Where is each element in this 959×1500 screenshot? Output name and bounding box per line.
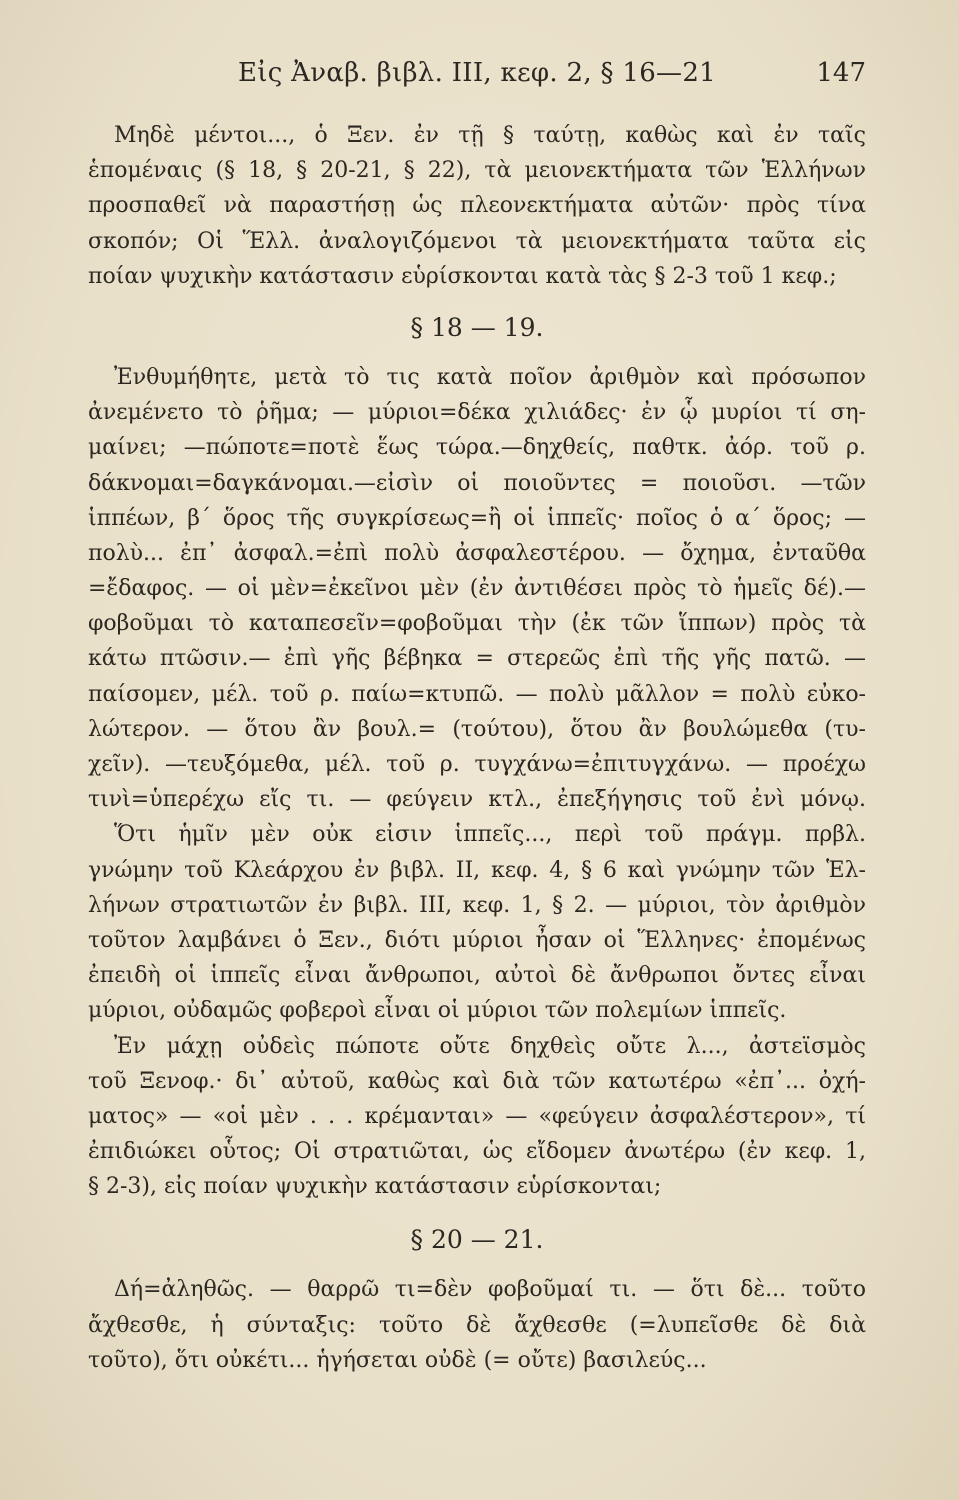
text-line: λώτερον. — ὅτου ἂν βουλ.= (τούτου), ὅτου ἂν βουλώμεθα (τυ- xyxy=(88,716,866,742)
text-line: δάκνομαι=δαγκάνομαι.—εἰσὶν οἱ ποιοῦντες = ποιοῦσι. —τῶν xyxy=(88,470,866,496)
text-line: ἱππέων, β΄ ὅρος τῆς συγκρίσεως=ἢ οἱ ἱππεῖς· ποῖος ὁ α΄ ὅρος; — xyxy=(88,505,866,531)
paragraph-meden-mentoi xyxy=(88,118,866,294)
text-line: Δή=ἀληθῶς. — θαρρῶ τι=δὲν φοβοῦμαί τι. — ὅτι δὲ... τοῦτο xyxy=(114,1277,866,1303)
paragraph-notes-20-21 xyxy=(88,1272,866,1378)
page-number: 147 xyxy=(816,58,866,88)
text-line: παίσομεν, μέλ. τοῦ ρ. παίω=κτυπῶ. — πολὺ μᾶλλον = πολὺ εὐκο- xyxy=(88,681,866,707)
text-line: § 2-3), εἰς ποίαν ψυχικὴν κατάστασιν εὑρίσκονται; xyxy=(88,1174,662,1200)
text-line: μαίνει; —πώποτε=ποτὲ ἕως τώρα.—δηχθείς, παθτκ. ἀόρ. τοῦ ρ. xyxy=(88,435,866,461)
body-text xyxy=(88,118,866,1378)
text-line: ποίαν ψυχικὴν κατάστασιν εὑρίσκονται κατὰ τὰς § 2-3 τοῦ 1 κεφ.; xyxy=(88,263,837,289)
paragraph-oti-hemin xyxy=(88,817,866,1028)
text-line: Ἐνθυμήθητε, μετὰ τὸ τις κατὰ ποῖον ἀριθμὸν καὶ πρόσωπον xyxy=(114,364,866,390)
text-line: προσπαθεῖ νὰ παραστήσῃ ὡς πλεονεκτήματα αὐτῶν· πρὸς τίνα xyxy=(88,193,866,219)
text-line: σκοπόν; Οἱ Ἕλλ. ἀναλογιζόμενοι τὰ μειονεκτήματα ταῦτα εἰς xyxy=(88,228,866,254)
text-line: φοβοῦμαι τὸ καταπεσεῖν=φοβοῦμαι τὴν (ἐκ τῶν ἵππων) πρὸς τὰ xyxy=(88,611,866,637)
text-line: κάτω πτῶσιν.— ἐπὶ γῆς βέβηκα = στερεῶς ἐπὶ τῆς γῆς πατῶ. — xyxy=(88,646,866,672)
text-line: τινὶ=ὑπερέχω εἴς τι. — φεύγειν κτλ., ἐπεξήγησις τοῦ ἐνὶ μόνῳ. xyxy=(88,787,866,813)
text-line: γνώμην τοῦ Κλεάρχου ἐν βιβλ. II, κεφ. 4, § 6 καὶ γνώμην τῶν Ἑλ- xyxy=(88,857,866,883)
text-line: μύριοι, οὐδαμῶς φοβεροὶ εἶναι οἱ μύριοι τῶν πολεμίων ἱππεῖς. xyxy=(88,998,787,1024)
text-line: ἄχθεσθε, ἡ σύνταξις: τοῦτο δὲ ἄχθεσθε (=λυπεῖσθε δὲ διὰ xyxy=(88,1312,866,1338)
text-line: ἐπιδιώκει οὗτος; Οἱ στρατιῶται, ὡς εἴδομεν ἀνωτέρω (ἐν κεφ. 1, xyxy=(88,1139,866,1165)
text-line: Μηδὲ μέντοι..., ὁ Ξεν. ἐν τῇ § ταύτῃ, καθὼς καὶ ἐν ταῖς xyxy=(114,123,866,148)
text-line: Ὅτι ἡμῖν μὲν οὐκ εἰσιν ἱππεῖς..., περὶ τοῦ πράγμ. πρβλ. xyxy=(114,822,866,848)
running-head: Εἰς Ἀναβ. βιβλ. ΙΙΙ, κεφ. 2, § 16—21 xyxy=(237,58,717,88)
text-line: τοῦτο), ὅτι οὐκέτι... ἡγήσεται οὐδὲ (= οὔτε) βασιλεύς... xyxy=(88,1347,707,1373)
text-line: ἐπειδὴ οἱ ἱππεῖς εἶναι ἄνθρωποι, αὐτοὶ δὲ ἄνθρωποι ὄντες εἶναι xyxy=(88,963,866,989)
text-line: ἀνεμένετο τὸ ῥῆμα; — μύριοι=δέκα χιλιάδες· ἐν ᾧ μυρίοι τί ση- xyxy=(88,400,866,426)
text-line: Ἐν μάχῃ οὐδεὶς πώποτε οὔτε δηχθεὶς οὔτε λ..., ἀστεϊσμὸς xyxy=(114,1033,866,1059)
paragraph-en-mache xyxy=(88,1029,866,1205)
text-line: λήνων στρατιωτῶν ἐν βιβλ. III, κεφ. 1, § 2. — μύριοι, τὸν ἀριθμὸν xyxy=(88,892,866,918)
text-line: χεῖν). —τευξόμεθα, μέλ. τοῦ ρ. τυγχάνω=ἐπιτυγχάνω. — προέχω xyxy=(88,752,866,777)
text-line: τοῦ Ξενοφ.· δι᾽ αὐτοῦ, καθὼς καὶ διὰ τῶν κατωτέρω «ἐπ᾽... ὀχή- xyxy=(88,1068,866,1094)
paragraph-notes-18-19 xyxy=(88,360,866,817)
text-line: ματος» — «οἱ μὲν . . . κρέμανται» — «φεύγειν ἀσφαλέστερον», τί xyxy=(88,1103,866,1129)
section-heading-20-21: § 20 — 21. xyxy=(410,1225,544,1255)
section-heading-18-19: § 18 — 19. xyxy=(410,312,544,342)
text-line: ἑπομέναις (§ 18, § 20-21, § 22), τὰ μειονεκτήματα τῶν Ἑλλήνων xyxy=(88,158,866,184)
page-header xyxy=(88,58,866,92)
text-line: τοῦτον λαμβάνει ὁ Ξεν., διότι μύριοι ἦσαν οἱ Ἕλληνες· ἐπομένως xyxy=(88,927,866,953)
text-line: πολὺ... ἐπ᾽ ἀσφαλ.=ἐπὶ πολὺ ἀσφαλεστέρου. — ὄχημα, ἐνταῦθα xyxy=(88,540,866,566)
text-line: =ἔδαφος. — οἱ μὲν=ἐκεῖνοι μὲν (ἐν ἀντιθέσει πρὸς τὸ ἡμεῖς δέ).— xyxy=(88,576,866,602)
